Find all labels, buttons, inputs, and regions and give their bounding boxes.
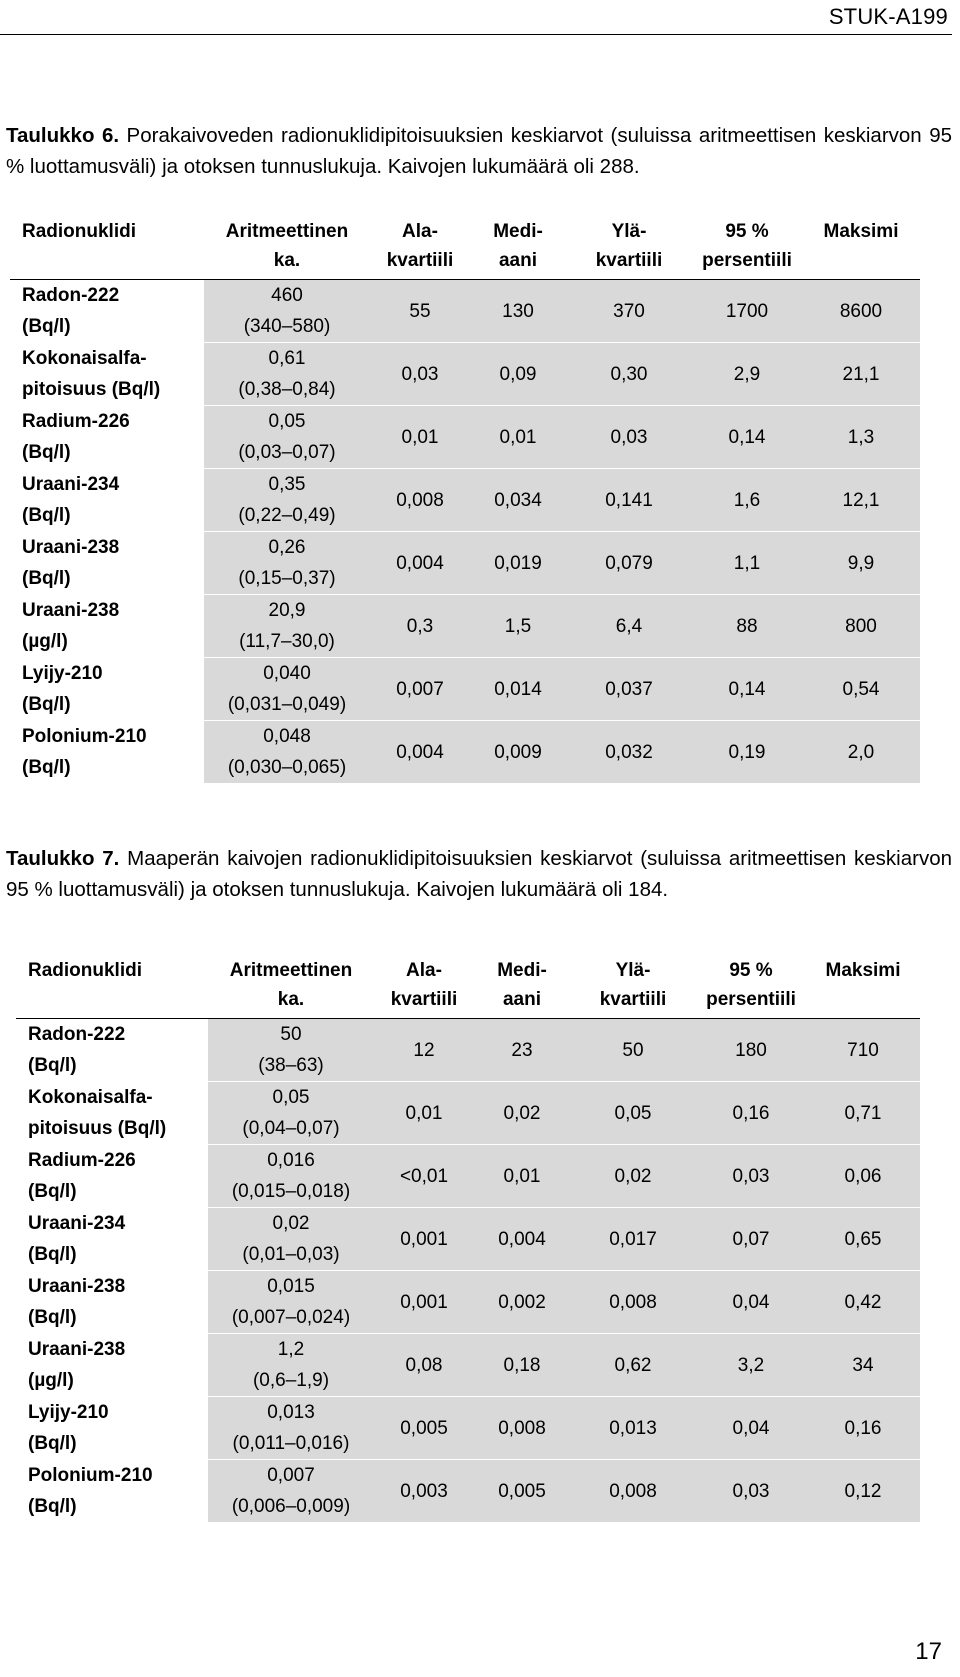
column-header-line: 95 % [729,960,773,981]
value-cell: 0,003 [374,1460,474,1523]
mean-line: (11,7–30,0) [239,631,335,652]
value-cell: 21,1 [802,343,920,406]
table-6-caption-text: Porakaivoveden radionuklidipitoisuuksien keskiarvot (suluissa aritmeettisen keskiarvon 95 % luottamusväli) ja otoksen tunnuslukuja. Kaivojen lukumäärä oli 288. [6,124,952,178]
value-cell: 0,09 [470,343,566,406]
mean-line: 0,048 [263,726,311,747]
value-cell: 0,008 [570,1460,696,1523]
value-cell: 0,01 [470,406,566,469]
value-cell: 0,009 [470,721,566,784]
mean-line: 50 [280,1024,302,1045]
nuclide-line: (Bq/l) [28,1433,77,1454]
value-cell: 0,013 [570,1397,696,1460]
value-cell: 0,008 [474,1397,570,1460]
mean-line: 20,9 [268,600,306,621]
mean-line: (0,015–0,018) [231,1181,351,1202]
value-cell: 0,01 [370,406,470,469]
column-header [806,950,920,1019]
value-cell: 0,02 [570,1145,696,1208]
mean-line: (0,030–0,065) [227,757,347,778]
value-cell: 1700 [692,280,802,343]
value-cell: 0,05 [570,1082,696,1145]
column-header-line: persentiili [702,250,792,271]
column-header [10,211,204,280]
nuclide-cell [10,721,204,784]
mean-line: (0,38–0,84) [238,379,336,400]
report-id: STUK-A199 [828,4,948,29]
mean-line: (0,006–0,009) [231,1496,351,1517]
value-cell: 6,4 [566,595,692,658]
value-cell: 2,0 [802,721,920,784]
mean-line: 0,61 [268,348,306,369]
value-cell: 0,30 [566,343,692,406]
value-cell: 0,54 [802,658,920,721]
mean-line: 0,015 [267,1276,315,1297]
value-cell: 12,1 [802,469,920,532]
column-header [696,950,806,1019]
mean-cell [204,721,370,784]
value-cell: 0,02 [474,1082,570,1145]
mean-cell [208,1460,374,1523]
column-header-line: Aritmeettinen [225,221,349,242]
nuclide-cell [10,343,204,406]
nuclide-line: Radium-226 [28,1150,136,1171]
column-header [374,950,474,1019]
column-header [204,211,370,280]
column-header-line: Radionuklidi [28,960,142,981]
value-cell: 0,18 [474,1334,570,1397]
value-cell: 88 [692,595,802,658]
mean-line: (0,007–0,024) [231,1307,351,1328]
table-row [16,1397,920,1460]
value-cell: 1,1 [692,532,802,595]
value-cell: 0,3 [370,595,470,658]
value-cell: 0,079 [566,532,692,595]
nuclide-line: (Bq/l) [28,1496,77,1517]
column-header-line: Medi- [497,960,547,981]
value-cell: <0,01 [374,1145,474,1208]
mean-cell [208,1334,374,1397]
mean-line: (0,04–0,07) [242,1118,340,1139]
nuclide-line: Radium-226 [22,411,130,432]
column-header-line: kvartiili [390,989,458,1010]
nuclide-line: Polonium-210 [28,1465,153,1486]
mean-cell [208,1082,374,1145]
value-cell: 0,008 [370,469,470,532]
value-cell: 0,71 [806,1082,920,1145]
nuclide-cell [10,532,204,595]
nuclide-line: Polonium-210 [22,726,147,747]
value-cell: 2,9 [692,343,802,406]
value-cell: 0,004 [370,532,470,595]
value-cell: 0,005 [474,1460,570,1523]
value-cell: 800 [802,595,920,658]
value-cell: 0,65 [806,1208,920,1271]
value-cell: 0,03 [696,1460,806,1523]
mean-cell [208,1145,374,1208]
value-cell: 0,008 [570,1271,696,1334]
nuclide-line: Uraani-238 [22,537,120,558]
column-header [802,211,920,280]
column-header-line: Radionuklidi [22,221,136,242]
nuclide-line: Lyijy-210 [22,663,103,684]
nuclide-line: (Bq/l) [22,757,71,778]
table-7-caption-text: Maaperän kaivojen radionuklidipitoisuuksien keskiarvot (suluissa aritmeettisen keskiarvon 95 % luottamusväli) ja otoksen tunnuslukuja. Kaivojen lukumäärä oli 184. [6,847,952,901]
mean-line: (0,03–0,07) [238,442,336,463]
column-header-line: kvartiili [595,250,663,271]
column-header-line: Ala- [402,221,438,242]
mean-line: (0,031–0,049) [227,694,347,715]
value-cell: 0,002 [474,1271,570,1334]
mean-cell [208,1271,374,1334]
mean-cell [204,469,370,532]
column-header-line: aani [498,250,538,271]
value-cell: 0,001 [374,1208,474,1271]
nuclide-line: (Bq/l) [28,1181,77,1202]
nuclide-line: (Bq/l) [22,694,71,715]
mean-line: (0,6–1,9) [252,1370,330,1391]
value-cell: 1,5 [470,595,566,658]
column-header [570,950,696,1019]
nuclide-line: (Bq/l) [22,568,71,589]
nuclide-line: (Bq/l) [22,316,71,337]
table-row [10,532,920,595]
table-7-caption [6,843,952,905]
table-row [16,1334,920,1397]
table-row [10,721,920,784]
nuclide-cell [16,1334,208,1397]
mean-line: (0,011–0,016) [232,1433,350,1454]
value-cell: 0,01 [474,1145,570,1208]
column-header-line: kvartiili [386,250,454,271]
column-header-line: kvartiili [599,989,667,1010]
mean-cell [204,658,370,721]
nuclide-line: (Bq/l) [22,505,71,526]
mean-cell [208,1208,374,1271]
value-cell: 0,19 [692,721,802,784]
table-row [10,658,920,721]
value-cell: 0,03 [696,1145,806,1208]
nuclide-cell [16,1082,208,1145]
value-cell: 0,04 [696,1397,806,1460]
table-row [16,1019,920,1082]
value-cell: 180 [696,1019,806,1082]
table-7 [16,950,920,1522]
value-cell: 34 [806,1334,920,1397]
table-7-header-row [16,950,920,1019]
value-cell: 0,14 [692,658,802,721]
value-cell: 1,3 [802,406,920,469]
nuclide-line: pitoisuus (Bq/l) [28,1118,167,1139]
table-row [16,1460,920,1523]
table-6-caption [6,120,952,182]
value-cell: 0,014 [470,658,566,721]
mean-line: 0,016 [267,1150,315,1171]
nuclide-cell [10,469,204,532]
value-cell: 0,14 [692,406,802,469]
value-cell: 0,005 [374,1397,474,1460]
nuclide-cell [16,1019,208,1082]
value-cell: 8600 [802,280,920,343]
column-header [474,950,570,1019]
value-cell: 0,017 [570,1208,696,1271]
table-row [10,343,920,406]
nuclide-line: Uraani-234 [22,474,120,495]
column-header [16,950,208,1019]
column-header-line: ka. [277,989,305,1010]
value-cell: 0,032 [566,721,692,784]
mean-line: 1,2 [277,1339,305,1360]
table-row [10,595,920,658]
column-header [692,211,802,280]
value-cell: 0,42 [806,1271,920,1334]
mean-line: 0,26 [268,537,306,558]
value-cell: 0,62 [570,1334,696,1397]
mean-line: (0,22–0,49) [238,505,336,526]
column-header-line: Maksimi [823,221,899,242]
value-cell: 0,03 [566,406,692,469]
mean-line: 0,05 [272,1087,310,1108]
mean-cell [204,406,370,469]
nuclide-cell [10,280,204,343]
value-cell: 0,12 [806,1460,920,1523]
nuclide-line: Kokonaisalfa- [22,348,147,369]
column-header [470,211,566,280]
value-cell: 23 [474,1019,570,1082]
column-header-line: aani [502,989,542,1010]
value-cell: 0,04 [696,1271,806,1334]
mean-cell [204,595,370,658]
nuclide-line: Radon-222 [28,1024,126,1045]
mean-cell [208,1019,374,1082]
mean-line: 0,02 [272,1213,310,1234]
nuclide-cell [10,658,204,721]
column-header [370,211,470,280]
value-cell: 3,2 [696,1334,806,1397]
value-cell: 0,03 [370,343,470,406]
mean-cell [204,343,370,406]
value-cell: 710 [806,1019,920,1082]
mean-line: 0,35 [268,474,306,495]
value-cell: 50 [570,1019,696,1082]
table-row [10,280,920,343]
nuclide-line: (µg/l) [28,1370,74,1391]
nuclide-line: Uraani-234 [28,1213,126,1234]
column-header-line: ka. [273,250,301,271]
value-cell: 0,001 [374,1271,474,1334]
table-7-caption-label: Taulukko 7. [6,847,120,870]
table-row [16,1082,920,1145]
column-header [208,950,374,1019]
value-cell: 0,034 [470,469,566,532]
nuclide-cell [10,595,204,658]
nuclide-cell [10,406,204,469]
value-cell: 130 [470,280,566,343]
nuclide-line: (Bq/l) [28,1055,77,1076]
column-header-line: Maksimi [825,960,901,981]
value-cell: 0,004 [370,721,470,784]
value-cell: 0,08 [374,1334,474,1397]
nuclide-line: Uraani-238 [28,1339,126,1360]
value-cell: 0,037 [566,658,692,721]
nuclide-line: Radon-222 [22,285,120,306]
value-cell: 0,004 [474,1208,570,1271]
mean-line: 0,05 [268,411,306,432]
nuclide-line: (Bq/l) [22,442,71,463]
column-header-line: Aritmeettinen [229,960,353,981]
mean-line: 0,040 [263,663,311,684]
value-cell: 0,16 [696,1082,806,1145]
table-6-body [10,280,920,784]
header-rule [0,34,952,35]
table-row [16,1208,920,1271]
value-cell: 12 [374,1019,474,1082]
table-row [16,1145,920,1208]
mean-cell [208,1397,374,1460]
value-cell: 0,16 [806,1397,920,1460]
nuclide-line: (Bq/l) [28,1244,77,1265]
mean-line: 0,007 [267,1465,315,1486]
nuclide-line: Uraani-238 [28,1276,126,1297]
mean-line: (38–63) [258,1055,324,1076]
value-cell: 9,9 [802,532,920,595]
column-header-line: Ala- [406,960,442,981]
nuclide-line: Lyijy-210 [28,1402,109,1423]
column-header-line: Medi- [493,221,543,242]
mean-cell [204,532,370,595]
mean-line: (340–580) [243,316,331,337]
table-6-caption-label: Taulukko 6. [6,124,120,147]
column-header-line: Ylä- [615,960,651,981]
nuclide-line: (Bq/l) [28,1307,77,1328]
nuclide-cell [16,1145,208,1208]
mean-line: 0,013 [267,1402,315,1423]
table-row [10,469,920,532]
value-cell: 0,007 [370,658,470,721]
value-cell: 370 [566,280,692,343]
column-header-line: persentiili [706,989,796,1010]
column-header-line: Ylä- [611,221,647,242]
mean-line: (0,15–0,37) [238,568,336,589]
value-cell: 0,07 [696,1208,806,1271]
value-cell: 0,141 [566,469,692,532]
nuclide-cell [16,1460,208,1523]
table-7-body [16,1019,920,1523]
nuclide-cell [16,1397,208,1460]
table-6 [10,211,920,783]
page-number: 17 [915,1638,942,1665]
value-cell: 0,06 [806,1145,920,1208]
value-cell: 1,6 [692,469,802,532]
nuclide-cell [16,1271,208,1334]
nuclide-cell [16,1208,208,1271]
mean-line: 460 [271,285,303,306]
nuclide-line: pitoisuus (Bq/l) [22,379,161,400]
table-row [16,1271,920,1334]
nuclide-line: (µg/l) [22,631,68,652]
value-cell: 0,019 [470,532,566,595]
value-cell: 55 [370,280,470,343]
table-6-header-row [10,211,920,280]
table-row [10,406,920,469]
value-cell: 0,01 [374,1082,474,1145]
column-header [566,211,692,280]
nuclide-line: Kokonaisalfa- [28,1087,153,1108]
mean-cell [204,280,370,343]
mean-line: (0,01–0,03) [242,1244,340,1265]
column-header-line: 95 % [725,221,769,242]
nuclide-line: Uraani-238 [22,600,120,621]
